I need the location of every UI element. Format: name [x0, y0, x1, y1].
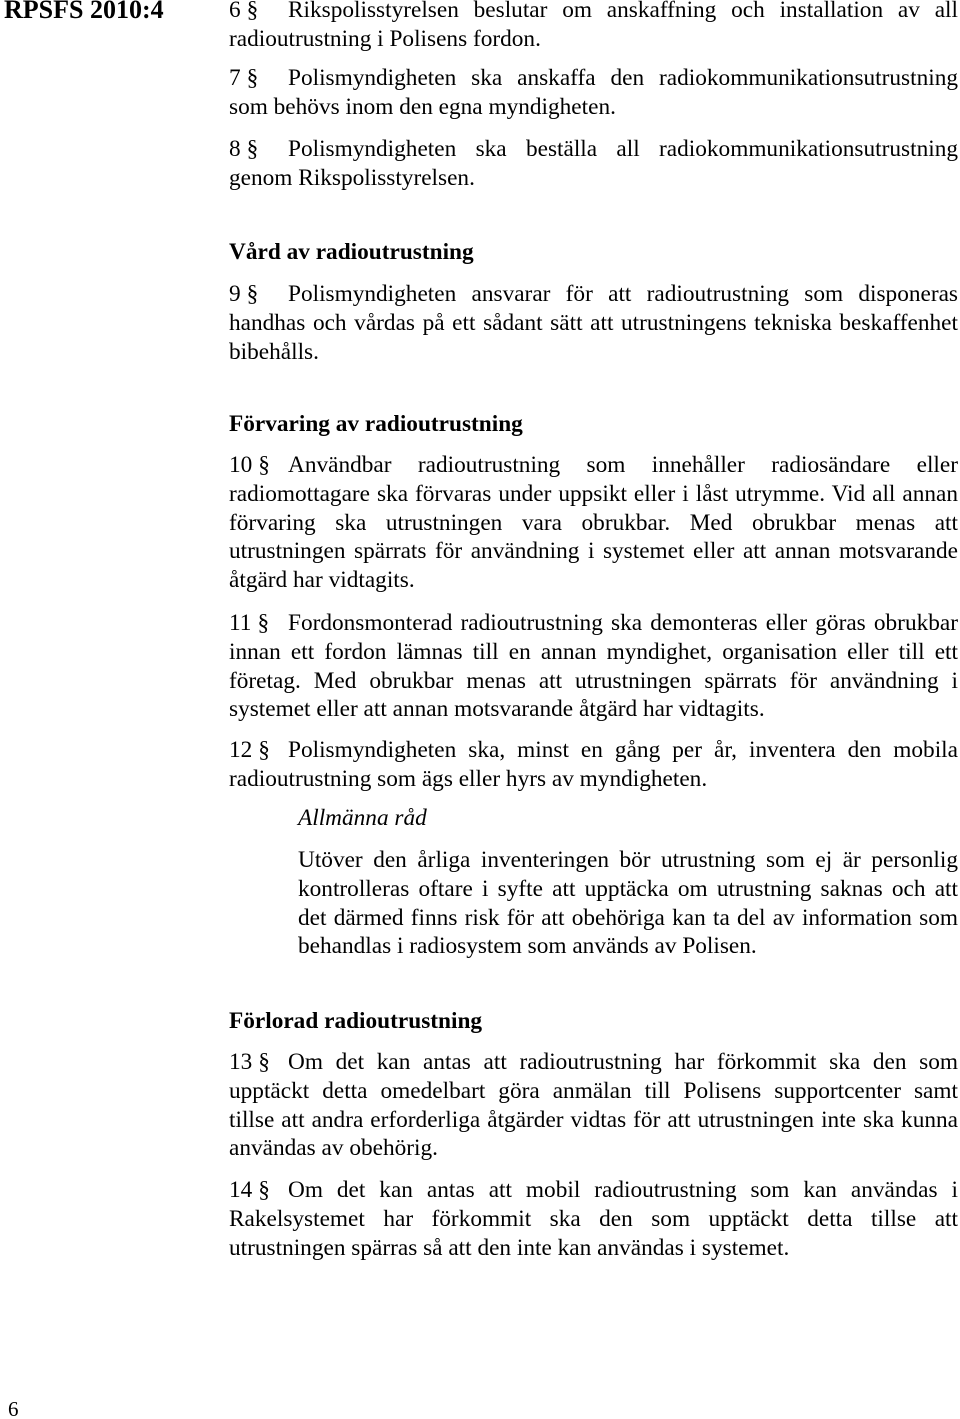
advice-line: behandlas i radiosystem som används av Polisen. [298, 933, 757, 960]
paragraph-line: Fordonsmonterad radioutrustning ska demonteras eller göras obrukbar [288, 610, 958, 636]
section-sign: § [258, 1177, 270, 1203]
paragraph-line: företag. Med obrukbar menas att utrustningen spärrats för användning i [229, 667, 958, 694]
paragraph-line: Rakelsystemet har förkommit ska den som upptäckt detta tillse att [229, 1205, 958, 1232]
paragraph-first-line [229, 0, 958, 25]
paragraph-13 [229, 1048, 958, 1163]
general-advice-title: Allmänna råd [298, 805, 427, 831]
paragraph-line: innan ett fordon lämnas till en annan myndighet, organisation eller till ett [229, 638, 958, 665]
paragraph-line: tillse att andra erforderliga åtgärder vidtas för att utrustningen inte ska kunna [229, 1106, 958, 1133]
paragraph-number: 12 [229, 737, 253, 763]
paragraph-marker [229, 1176, 288, 1205]
paragraph-marker [229, 1048, 288, 1077]
paragraph-line: upptäckt detta omedelbart göra anmälan till Polisens supportcenter samt [229, 1077, 958, 1104]
advice-line: Utöver den årliga inventeringen bör utrustning som ej är personlig [298, 847, 958, 873]
paragraph-number: 9 [229, 281, 241, 307]
paragraph-line: Polismyndigheten ska, minst en gång per år, inventera den mobila [288, 737, 958, 763]
paragraph-line: genom Rikspolisstyrelsen. [229, 164, 475, 191]
section-sign: § [246, 0, 259, 23]
paragraph-line: Polismyndigheten ansvarar för att radioutrustning som disponeras [288, 281, 958, 307]
paragraph-8 [229, 135, 958, 193]
section-sign: § [246, 65, 259, 91]
paragraph-marker [229, 0, 288, 25]
paragraph-first-line [229, 736, 958, 765]
page-number: 6 [8, 1397, 19, 1419]
paragraph-11 [229, 609, 958, 724]
section-sign: § [258, 737, 270, 763]
paragraph-line: åtgärd har vidtagits. [229, 567, 415, 594]
paragraph-marker [229, 451, 288, 480]
paragraph-9 [229, 280, 958, 366]
paragraph-14 [229, 1176, 958, 1262]
paragraph-line: användas av obehörig. [229, 1135, 438, 1162]
paragraph-marker [229, 609, 288, 638]
section-sign: § [246, 281, 259, 307]
paragraph-number: 10 [229, 452, 253, 478]
section-sign: § [257, 610, 270, 636]
paragraph-number: 14 [229, 1177, 253, 1203]
paragraph-first-line [229, 1176, 958, 1205]
document-reference: RPSFS 2010:4 [4, 0, 164, 24]
paragraph-line: som behövs inom den egna myndigheten. [229, 93, 616, 120]
paragraph-first-line [229, 609, 958, 638]
paragraph-line: handhas och vårdas på ett sådant sätt att utrustningens tekniska beskaffenhet [229, 309, 958, 336]
paragraph-7 [229, 64, 958, 122]
section-sign: § [246, 136, 259, 162]
paragraph-line: utrustningen spärrats för användning i systemet eller att annan motsvarande [229, 538, 958, 565]
section-sign: § [258, 452, 270, 478]
paragraph-line: Användbar radioutrustning som innehåller radiosändare eller [288, 452, 958, 478]
paragraph-first-line [229, 64, 958, 93]
advice-line: kontrolleras oftare i syfte att upptäcka om utrustning saknas och att [298, 875, 958, 902]
paragraph-line: systemet eller att annan motsvarande åtgärd har vidtagits. [229, 696, 765, 723]
paragraph-number: 8 [229, 136, 241, 162]
paragraph-number: 6 [229, 0, 241, 23]
paragraph-first-line [229, 1048, 958, 1077]
paragraph-line: radioutrustning som ägs eller hyrs av myndigheten. [229, 765, 708, 792]
section-heading-storage: Förvaring av radioutrustning [229, 411, 523, 437]
section-sign: § [258, 1049, 270, 1075]
paragraph-10 [229, 451, 958, 595]
general-advice-body [298, 846, 958, 961]
paragraph-line: förvaring ska utrustningen vara obrukbar. Med obrukbar menas att [229, 509, 958, 536]
paragraph-number: 7 [229, 65, 241, 91]
section-heading-lost: Förlorad radioutrustning [229, 1008, 483, 1034]
section-heading-care: Vård av radioutrustning [229, 239, 474, 265]
paragraph-line: Rikspolisstyrelsen beslutar om anskaffning och installation av all [288, 0, 958, 23]
paragraph-marker [229, 280, 288, 309]
paragraph-6 [229, 0, 958, 54]
paragraph-line: Polismyndigheten ska anskaffa den radiokommunikationsutrustning [288, 65, 958, 91]
paragraph-12 [229, 736, 958, 794]
paragraph-marker [229, 135, 288, 164]
paragraph-marker [229, 64, 288, 93]
paragraph-line: radiomottagare ska förvaras under uppsikt eller i låst utrymme. Vid all annan [229, 480, 958, 507]
paragraph-first-line [229, 135, 958, 164]
paragraph-line: Om det kan antas att mobil radioutrustning som kan användas i [288, 1177, 958, 1203]
paragraph-marker [229, 736, 288, 765]
paragraph-line: bibehålls. [229, 338, 319, 365]
paragraph-line: Om det kan antas att radioutrustning har förkommit ska den som [288, 1049, 958, 1075]
paragraph-first-line [229, 280, 958, 309]
paragraph-first-line [229, 451, 958, 480]
paragraph-line: utrustningen spärras så att den inte kan användas i systemet. [229, 1234, 790, 1261]
paragraph-number: 11 [229, 610, 252, 636]
paragraph-line: radioutrustning i Polisens fordon. [229, 25, 541, 52]
advice-line: det därmed finns risk för att obehöriga kan ta del av information som [298, 904, 958, 931]
paragraph-number: 13 [229, 1049, 253, 1075]
paragraph-line: Polismyndigheten ska beställa all radiokommunikationsutrustning [288, 136, 958, 162]
